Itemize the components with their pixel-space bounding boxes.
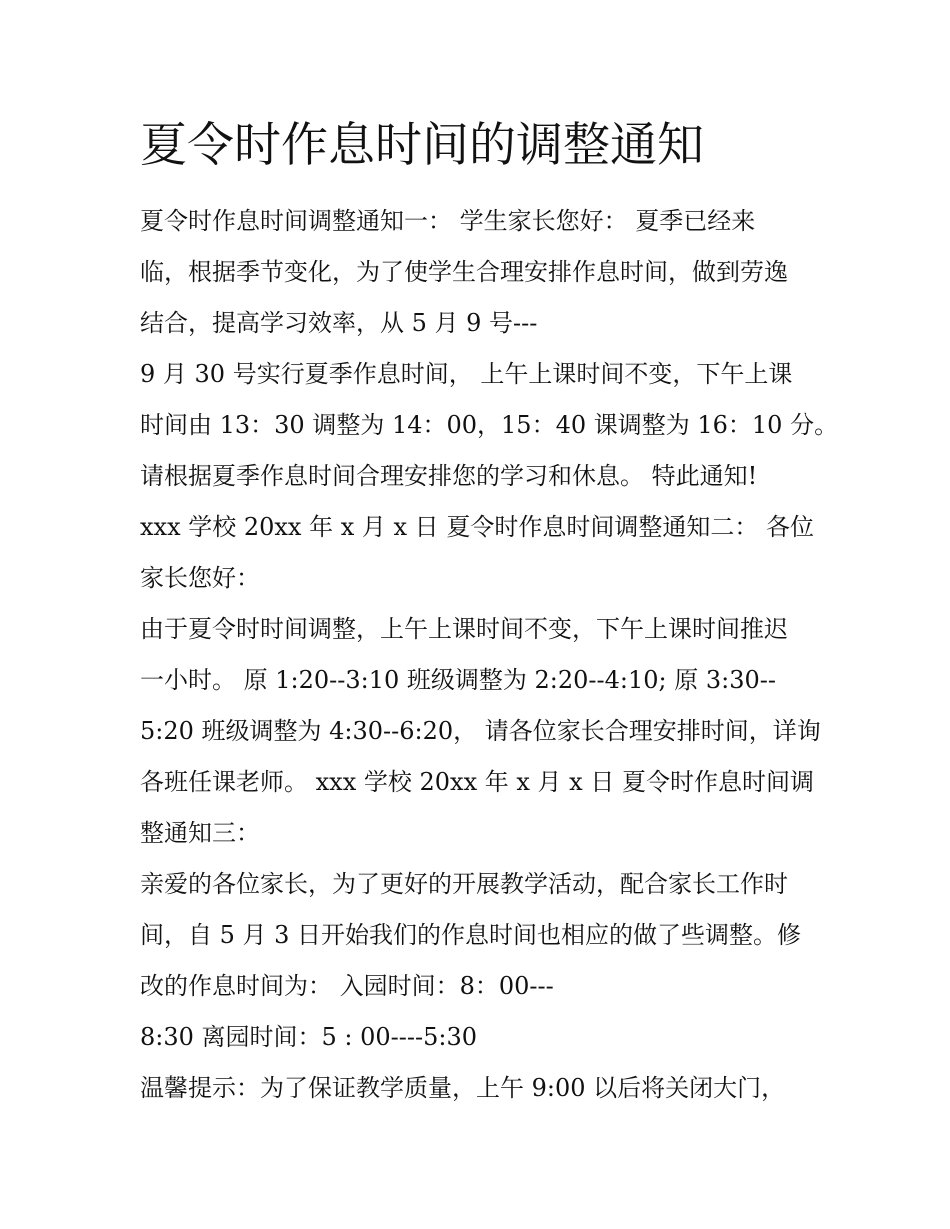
body-line: 9 月 30 号实行夏季作息时间， 上午上课时间不变，下午上课 xyxy=(140,360,793,388)
body-line: 亲爱的各位家长，为了更好的开展教学活动，配合家长工作时 xyxy=(140,870,788,898)
body-line: 家长您好： xyxy=(140,564,260,592)
body-line: 夏令时作息时间调整通知一： 学生家长您好： 夏季已经来 xyxy=(140,207,756,235)
body-line: 结合，提高学习效率，从 5 月 9 号--- xyxy=(140,309,538,337)
body-line: 由于夏令时时间调整，上午上课时间不变，下午上课时间推迟 xyxy=(140,615,788,643)
document-title: 夏令时作息时间的调整通知 xyxy=(140,118,704,173)
body-line: 一小时。 原 1:20--3:10 班级调整为 2:20--4:10; 原 3:30-- xyxy=(140,666,776,694)
body-line: xxx 学校 20xx 年 x 月 x 日 夏令时作息时间调整通知二： 各位 xyxy=(140,513,814,541)
document-body xyxy=(140,196,839,1114)
body-line: 请根据夏季作息时间合理安排您的学习和休息。 特此通知! xyxy=(140,462,758,490)
body-line: 温馨提示：为了保证教学质量，上午 9:00 以后将关闭大门， xyxy=(140,1074,786,1102)
body-line: 各班任课老师。 xxx 学校 20xx 年 x 月 x 日 夏令时作息时间调 xyxy=(140,768,814,796)
body-line: 时间由 13：30 调整为 14：00，15：40 课调整为 16：10 分。 xyxy=(140,411,839,439)
body-line: 临，根据季节变化，为了使学生合理安排作息时间，做到劳逸 xyxy=(140,258,788,286)
body-line: 8:30 离园时间：5 : 00----5:30 xyxy=(140,1023,478,1051)
body-line: 整通知三： xyxy=(140,819,260,847)
body-line: 5:20 班级调整为 4:30--6:20， 请各位家长合理安排时间，详询 xyxy=(140,717,821,745)
body-line: 间，自 5 月 3 日开始我们的作息时间也相应的做了些调整。修 xyxy=(140,921,802,949)
body-line: 改的作息时间为： 入园时间：8：00--- xyxy=(140,972,554,1000)
